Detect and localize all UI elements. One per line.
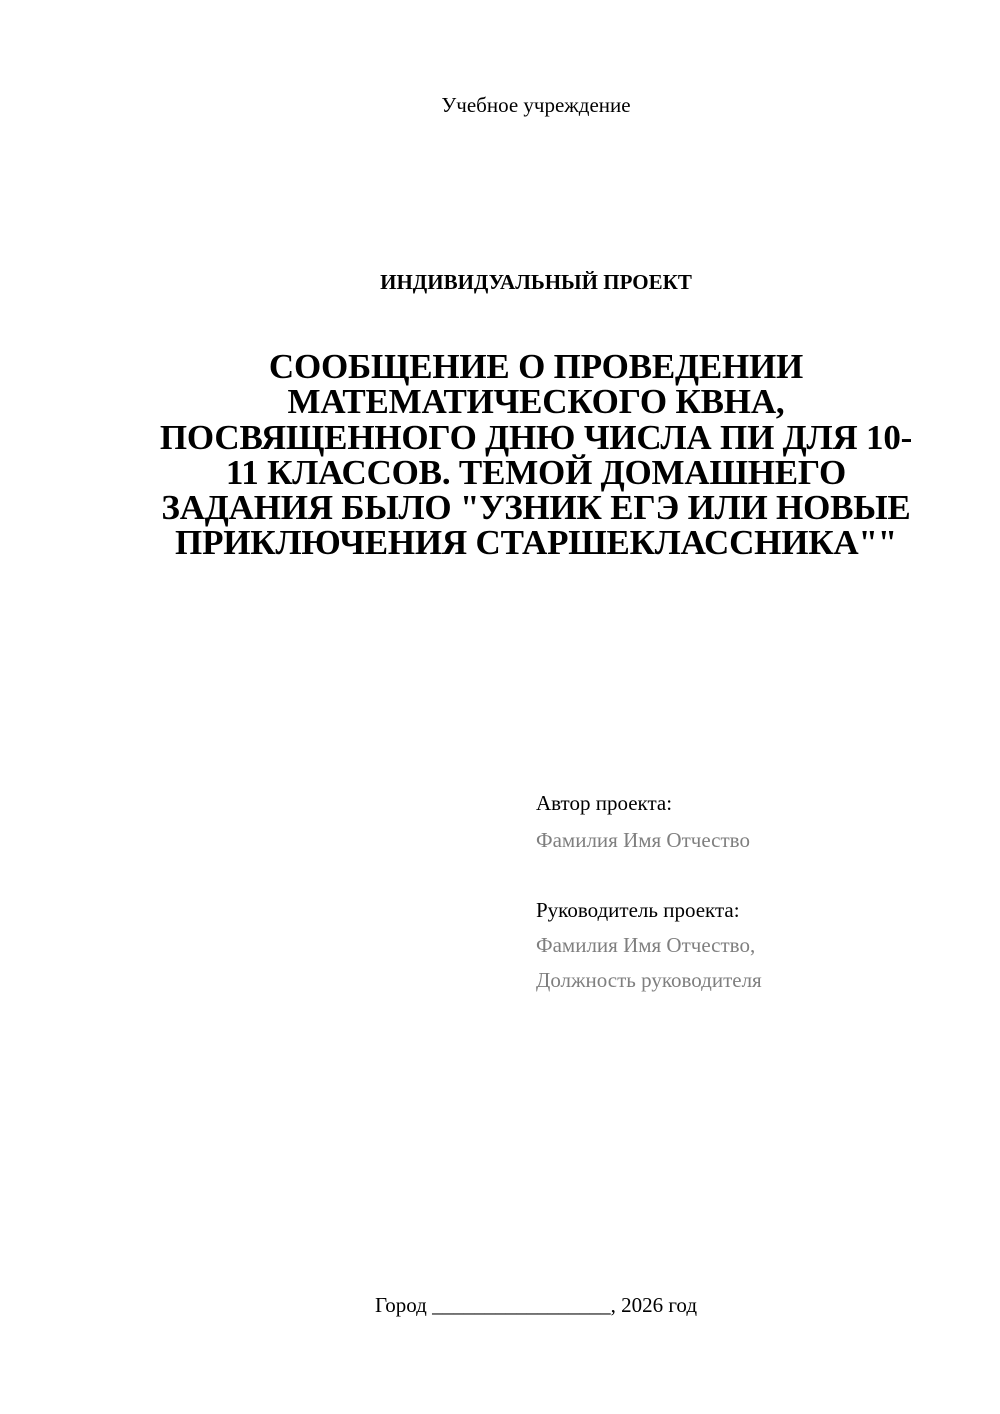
project-type-heading: ИНДИВИДУАЛЬНЫЙ ПРОЕКТ bbox=[380, 270, 692, 294]
author-name: Фамилия Имя Отчество bbox=[536, 828, 750, 852]
supervisor-label: Руководитель проекта: bbox=[536, 898, 740, 922]
supervisor-position: Должность руководителя bbox=[536, 968, 762, 992]
supervisor-name: Фамилия Имя Отчество, bbox=[536, 933, 756, 957]
city-year-footer: Город _________________, 2026 год bbox=[374, 1293, 698, 1317]
author-label: Автор проекта: bbox=[536, 791, 673, 815]
project-title: СООБЩЕНИЕ О ПРОВЕДЕНИИ МАТЕМАТИЧЕСКОГО КВНА, ПОСВЯЩЕННОГО ДНЮ ЧИСЛА ПИ ДЛЯ 10-11 КЛАССОВ. ТЕМОЙ ДОМАШНЕГО ЗАДАНИЯ БЫЛО "УЗНИК ЕГЭ ИЛИ НОВЫЕ ПРИКЛЮЧЕНИЯ СТАРШЕКЛАССНИКА"" bbox=[159, 347, 913, 563]
institution-name: Учебное учреждение bbox=[441, 93, 631, 117]
